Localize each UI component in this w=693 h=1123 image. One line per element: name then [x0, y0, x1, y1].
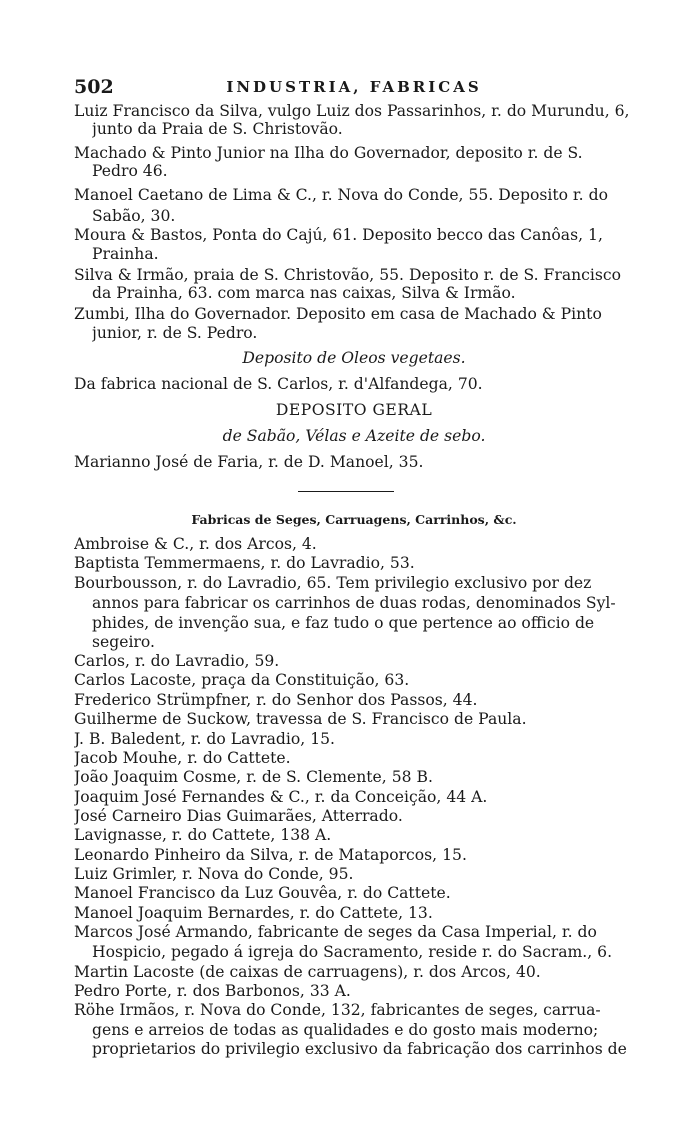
list-item: Marcos José Armando, fabricante de seges da Casa Imperial, r. do: [74, 924, 597, 941]
list-item: Carlos, r. do Lavradio, 59.: [74, 653, 280, 670]
section-heading-oleos: Deposito de Oleos vegetaes.: [242, 350, 466, 367]
page-number: 502: [74, 76, 114, 98]
list-item: Guilherme de Suckow, travessa de S. Francisco de Paula.: [74, 711, 527, 728]
running-title: INDUSTRIA, FABRICAS: [226, 78, 482, 96]
list-item: Manoel Joaquim Bernardes, r. do Cattete, 13.: [74, 905, 433, 922]
list-item: Jacob Mouhe, r. do Cattete.: [74, 750, 291, 767]
section-heading-seges: Fabricas de Seges, Carruagens, Carrinhos, &c.: [191, 512, 517, 527]
list-item-continuation: junto da Praia de S. Christovão.: [92, 121, 343, 138]
list-item: Martin Lacoste (de caixas de carruagens), r. dos Arcos, 40.: [74, 964, 541, 981]
list-item: Moura & Bastos, Ponta do Cajú, 61. Deposito becco das Canôas, 1,: [74, 227, 603, 244]
list-item: Ambroise & C., r. dos Arcos, 4.: [74, 536, 317, 553]
list-item: Baptista Temmermaens, r. do Lavradio, 53.: [74, 555, 415, 572]
list-item-continuation: segeiro.: [92, 634, 155, 651]
list-item: Machado & Pinto Junior na Ilha do Governador, deposito r. de S.: [74, 145, 583, 162]
list-item: Da fabrica nacional de S. Carlos, r. d'Alfandega, 70.: [74, 376, 483, 393]
list-item: Joaquim José Fernandes & C., r. da Conceição, 44 A.: [74, 789, 488, 806]
list-item: Manoel Caetano de Lima & C., r. Nova do Conde, 55. Deposito r. do: [74, 187, 608, 204]
section-divider: [298, 491, 394, 492]
list-item-continuation: Pedro 46.: [92, 163, 168, 180]
list-item-continuation: Hospicio, pegado á igreja do Sacramento, reside r. do Sacram., 6.: [92, 944, 613, 961]
section-title-deposito-geral: DEPOSITO GERAL: [275, 402, 433, 419]
list-item: Leonardo Pinheiro da Silva, r. de Mataporcos, 15.: [74, 847, 467, 864]
list-item-continuation: gens e arreios de todas as qualidades e do gosto mais moderno;: [92, 1022, 599, 1039]
list-item: Zumbi, Ilha do Governador. Deposito em casa de Machado & Pinto: [74, 306, 602, 323]
list-item-continuation: junior, r. de S. Pedro.: [92, 325, 258, 342]
list-item-continuation: Sabão, 30.: [92, 208, 176, 225]
list-item: Silva & Irmão, praia de S. Christovão, 55. Deposito r. de S. Francisco: [74, 267, 621, 284]
list-item-continuation: annos para fabricar os carrinhos de duas rodas, denominados Syl-: [92, 595, 616, 612]
section-subtitle: de Sabão, Vélas e Azeite de sebo.: [222, 428, 486, 445]
list-item: Röhe Irmãos, r. Nova do Conde, 132, fabricantes de seges, carrua-: [74, 1002, 601, 1019]
list-item: Bourbousson, r. do Lavradio, 65. Tem privilegio exclusivo por dez: [74, 575, 592, 592]
list-item: J. B. Baledent, r. do Lavradio, 15.: [74, 731, 335, 748]
list-item: Luiz Grimler, r. Nova do Conde, 95.: [74, 866, 354, 883]
list-item-continuation: da Prainha, 63. com marca nas caixas, Silva & Irmão.: [92, 285, 516, 302]
list-item: Pedro Porte, r. dos Barbonos, 33 A.: [74, 983, 351, 1000]
list-item: Luiz Francisco da Silva, vulgo Luiz dos Passarinhos, r. do Murundu, 6,: [74, 103, 630, 120]
list-item: João Joaquim Cosme, r. de S. Clemente, 58 B.: [74, 769, 433, 786]
list-item: Marianno José de Faria, r. de D. Manoel, 35.: [74, 454, 424, 471]
list-item-continuation: Prainha.: [92, 246, 159, 263]
list-item: Lavignasse, r. do Cattete, 138 A.: [74, 827, 332, 844]
list-item: Carlos Lacoste, praça da Constituição, 63.: [74, 672, 410, 689]
page-header: [74, 76, 634, 102]
list-item: Frederico Strümpfner, r. do Senhor dos Passos, 44.: [74, 692, 478, 709]
list-item-continuation: proprietarios do privilegio exclusivo da fabricação dos carrinhos de: [92, 1041, 627, 1058]
list-item: Manoel Francisco da Luz Gouvêa, r. do Cattete.: [74, 885, 451, 902]
list-item-continuation: phides, de invenção sua, e faz tudo o que pertence ao officio de: [92, 615, 595, 632]
list-item: José Carneiro Dias Guimarães, Atterrado.: [74, 808, 403, 825]
